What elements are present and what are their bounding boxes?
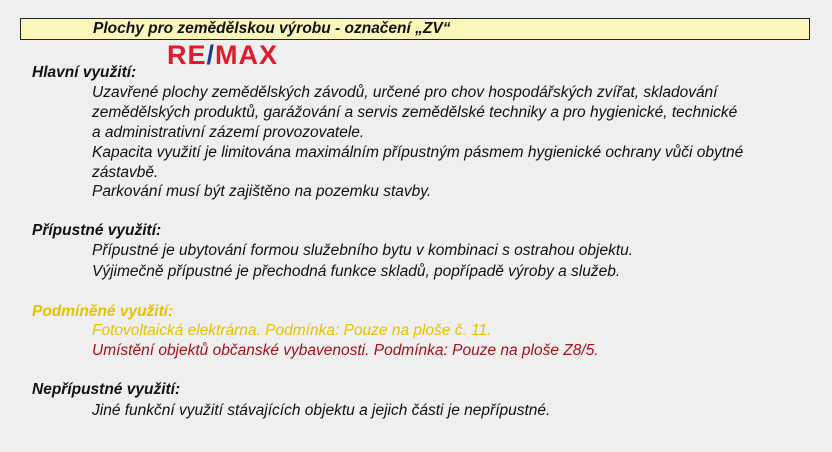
- logo-slash: /: [206, 40, 216, 70]
- hlavni-line-5: zástavbě.: [92, 164, 159, 181]
- logo-text-right: MAX: [215, 40, 279, 70]
- pripustne-line-1: Přípustné je ubytování formou služebního bytu v kombinaci s ostrahou objektu.: [92, 242, 634, 259]
- hlavni-line-2: zemědělských produktů, garážování a servis zemědělské techniky a pro hygienické, technické: [92, 104, 738, 121]
- podminene-line-1: Fotovoltaická elektrárna. Podmínka: Pouze na ploše č. 11.: [92, 322, 492, 339]
- page-title: Plochy pro zemědělskou výrobu - označení „ZV“: [93, 20, 451, 37]
- section-heading-hlavni: Hlavní využití:: [32, 64, 137, 81]
- section-heading-pripustne: Přípustné využití:: [32, 222, 162, 239]
- logo-text-left: RE: [167, 40, 207, 70]
- remax-logo: [167, 40, 278, 71]
- hlavni-line-4: Kapacita využití je limitována maximálním přípustným pásmem hygienické ochrany vůči obytné: [92, 144, 744, 161]
- section-heading-nepripustne: Nepřípustné využití:: [32, 381, 181, 398]
- podminene-line-2: Umístění objektů občanské vybavenosti. Podmínka: Pouze na ploše Z8/5.: [92, 342, 599, 359]
- header-bar: [20, 18, 810, 40]
- pripustne-line-2: Výjimečně přípustné je přechodná funkce skladů, popřípadě výroby a služeb.: [92, 263, 621, 280]
- hlavni-line-1: Uzavřené plochy zemědělských závodů, určené pro chov hospodářských zvířat, skladování: [92, 84, 718, 101]
- nepripustne-line-1: Jiné funkční využití stávajících objektu a jejich části je nepřípustné.: [92, 402, 551, 419]
- hlavni-line-3: a administrativní zázemí provozovatele.: [92, 124, 365, 141]
- section-heading-podminene: Podmíněné využití:: [32, 303, 174, 320]
- hlavni-line-6: Parkování musí být zajištěno na pozemku stavby.: [92, 183, 432, 200]
